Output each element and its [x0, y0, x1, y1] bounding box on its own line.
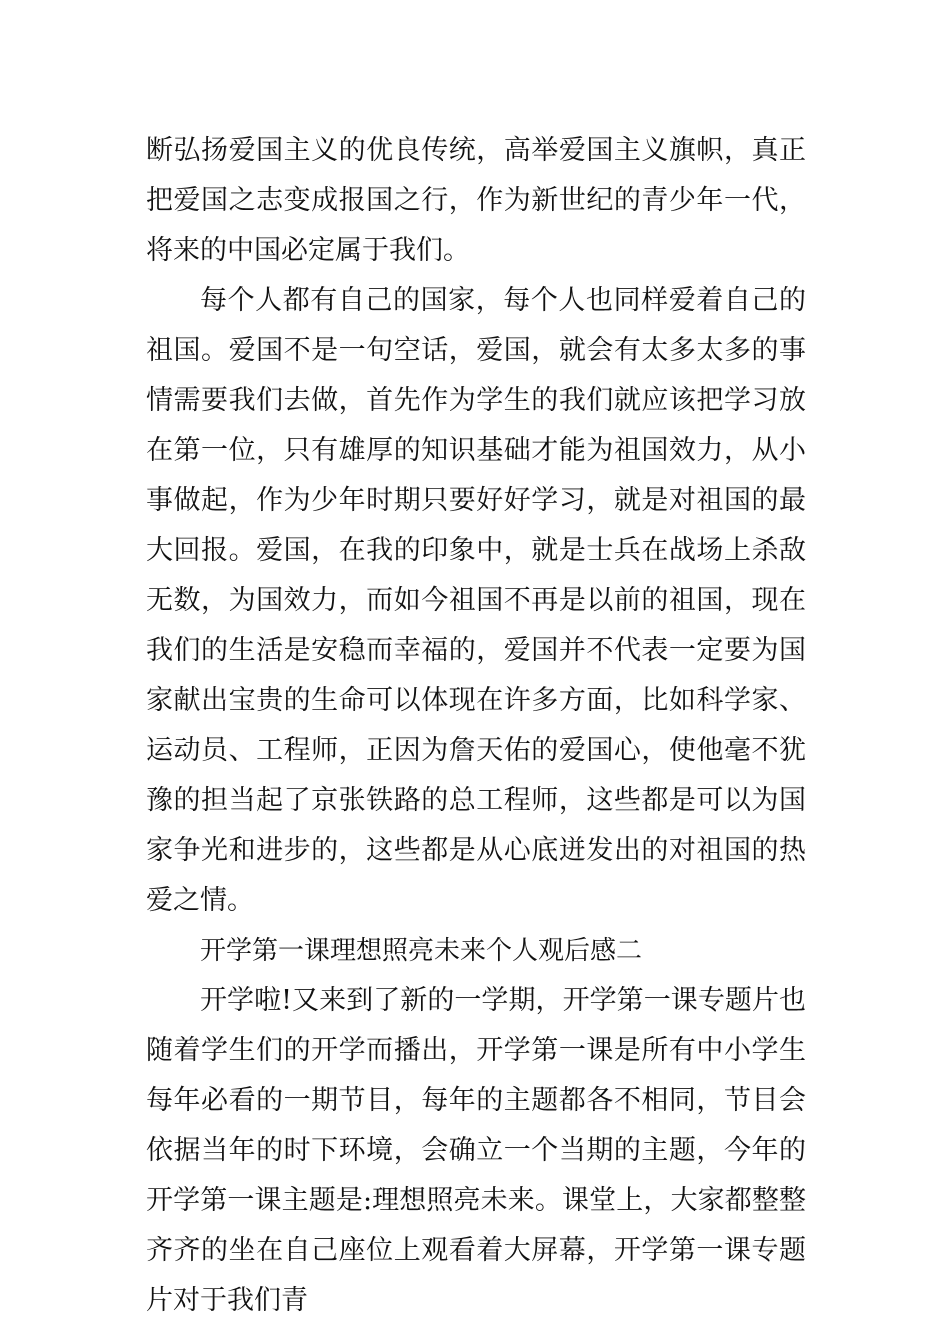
section-title: 开学第一课理想照亮未来个人观后感二	[200, 936, 643, 966]
paragraph-opening-lesson: 开学啦!又来到了新的一学期，开学第一课专题片也随着学生们的开学而播出，开学第一课是所有中小学生每年必看的一期节目，每年的主题都各不相同，节目会依据当年的时下环境，会确立一个当期的主题，今年的开学第一课主题是:理想照亮未来。课堂上，大家都整整齐齐的坐在自己座位上观看着大屏幕，开学第一课专题片对于我们青	[146, 985, 806, 1316]
document-body	[146, 126, 806, 1326]
paragraph-patriotism: 每个人都有自己的国家，每个人也同样爱着自己的祖国。爱国不是一句空话，爱国，就会有太多太多的事情需要我们去做，首先作为学生的我们就应该把学习放在第一位，只有雄厚的知识基础才能为祖国效力，从小事做起，作为少年时期只要好好学习，就是对祖国的最大回报。爱国，在我的印象中，就是士兵在战场上杀敌无数，为国效力，而如今祖国不再是以前的祖国，现在我们的生活是安稳而幸福的，爱国并不代表一定要为国家献出宝贵的生命可以体现在许多方面，比如科学家、运动员、工程师，正因为詹天佑的爱国心，使他毫不犹豫的担当起了京张铁路的总工程师，这些都是可以为国家争光和进步的，这些都是从心底迸发出的对祖国的热爱之情。	[146, 285, 806, 916]
paragraph-continuation: 断弘扬爱国主义的优良传统，高举爱国主义旗帜，真正把爱国之志变成报国之行，作为新世纪的青少年一代，将来的中国必定属于我们。	[146, 135, 806, 266]
